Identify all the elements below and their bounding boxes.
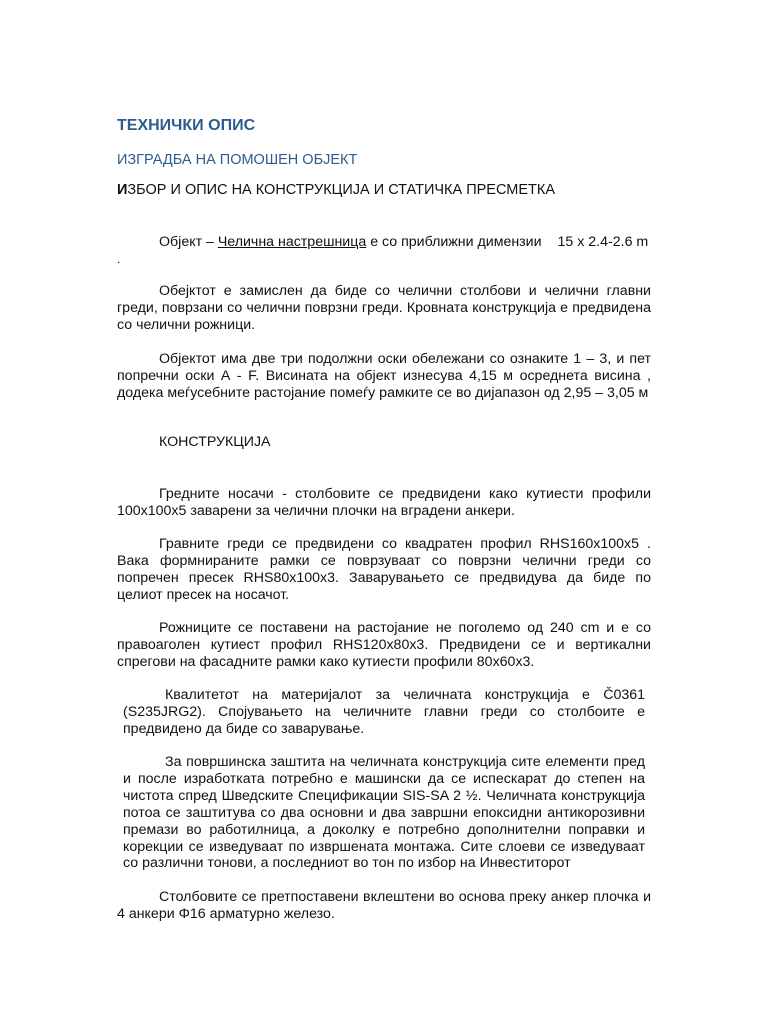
paragraph-rafters: Рожниците се поставени на растојание не поголемо од 240 cm и е со правоаголен кутиест профил RHS120x80x3. Предвидени се и вертикални спрегови на фасадните рамки како кутиести профили 80x60x3.	[117, 620, 651, 670]
object-line	[159, 234, 648, 250]
object-prefix: Објект –	[159, 234, 218, 250]
object-dimensions: 15 x 2.4-2.6 m	[557, 234, 649, 250]
paragraph-columns: Гредните носачи - столбовите се предвидени како кутиести профили 100x100x5 заварени за челични плочки на вградени анкери.	[117, 486, 651, 519]
object-name: Челична настрешница	[217, 234, 367, 250]
object-suffix: е со приближни димензии	[366, 234, 542, 250]
paragraph-concept: Обејктот е замислен да биде со челични столбови и челични главни греди, поврзани со челични поврзни греди. Кровната конструкција е предвидена со челични рожници.	[117, 283, 651, 333]
construction-title: КОНСТРУКЦИЈА	[159, 434, 271, 450]
document-title: ТЕХНИЧКИ ОПИС	[117, 117, 256, 134]
heading-rest: ЗБОР И ОПИС НА КОНСТРУКЦИЈА И СТАТИЧКА ПРЕСМЕТКА	[127, 182, 555, 198]
heading-initial: И	[117, 182, 128, 198]
paragraph-material: Квалитетот на материјалот за челичната конструкција е Č0361 (S235JRG2). Спојувањето на челичните главни греди со столбоите е предвидено да биде со заварување.	[123, 687, 645, 737]
object-dot: .	[117, 252, 121, 266]
paragraph-beams: Гравните греди се предвидени со квадратен профил RHS160x100x5 . Вака формнираните рамки се поврзуваат со поврзни челични греди со попречен пресек RHS80x100x3. Заварувањето се предвидува да биде по целиот пресек на носачот.	[117, 536, 651, 603]
section-heading	[117, 182, 555, 198]
paragraph-anchors: Столбовите се претпоставени вклештени во основа преку анкер плочка и 4 анкери Φ16 арматурно железо.	[117, 889, 651, 922]
paragraph-axes: Објектот има две три подолжни оски обележани со ознаките 1 – 3, и пет попречни оски А - F. Висината на објект изнесува 4,15 м осреднета висина , додека меѓусебните растојание помеѓу рамките се во дијапазон од 2,95 – 3,05 м	[117, 351, 651, 401]
document-subtitle: ИЗГРАДБА НА ПОМОШЕН ОБЈЕКТ	[117, 152, 358, 168]
paragraph-protection: За површинска заштита на челичната конструкција сите елементи пред и после изработката потребно е машински да се испескарат до степен на чистота спред Шведските Спецификации SIS-SA 2 ½. Челичната конструкција потоа се заштитува со два основни и два завршни епоксидни антикорозивни премази во работилница, а доколку е потребно дополнителни поправки и корекции се изведуваат по извршената монтажа. Сите слоеви се изведуваат со различни тонови, а последниот во тон по избор на Инвеститорот	[123, 754, 645, 872]
